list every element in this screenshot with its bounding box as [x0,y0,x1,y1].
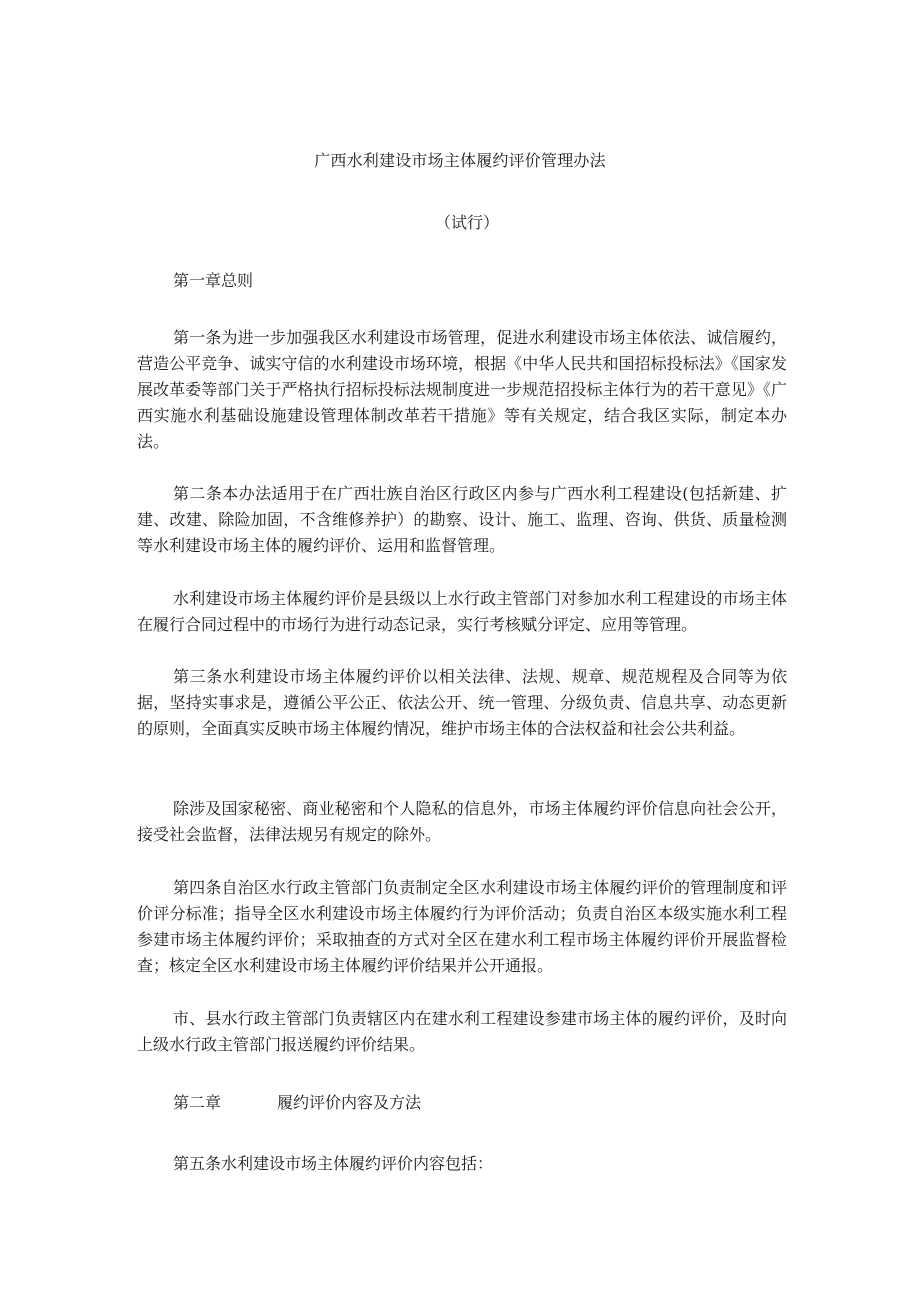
article-4-text: 第四条自治区水行政主管部门负责制定全区水利建设市场主体履约评价的管理制度和评价评分标准；指导全区水利建设市场主体履约行为评价活动；负责自治区本级实施水利工程参建市场主体履约评价；采取抽查的方式对全区在建水利工程市场主体履约评价开展监督检查；核定全区水利建设市场主体履约评价结果并公开通报。 [137,878,787,975]
article-3-text: 第三条水利建设市场主体履约评价以相关法律、法规、规章、规范规程及合同等为依据，坚持实事求是，遵循公平公正、依法公开、统一管理、分级负责、信息共享、动态更新的原则，全面真实反映市场主体履约情况，维护市场主体的合法权益和社会公共利益。 [137,667,787,738]
article-2-supplement [137,586,787,638]
article-2-text: 第二条本办法适用于在广西壮族自治区行政区内参与广西水利工程建设(包括新建、扩建、改建、除险加固，不含维修养护）的勘察、设计、施工、监理、咨询、供货、质量检测等水利建设市场主体的履约评价、运用和监督管理。 [137,484,787,555]
chapter-2-heading [137,1090,787,1116]
document-title: 广西水利建设市场主体履约评价管理办法 [314,151,606,170]
article-4 [137,875,787,979]
article-3 [137,664,787,742]
chapter-heading-2 [137,1090,787,1116]
article-4-supplement-text: 市、县水行政主管部门负责辖区内在建水利工程建设参建市场主体的履约评价，及时向上级水行政主管部门报送履约评价结果。 [137,1009,787,1054]
article-4-supplement [137,1006,787,1058]
article-1 [137,325,787,455]
article-5 [137,1151,787,1177]
article-2-supplement-text: 水利建设市场主体履约评价是县级以上水行政主管部门对参加水利工程建设的市场主体在履行合同过程中的市场行为进行动态记录，实行考核赋分评定、应用等管理。 [137,589,787,634]
article-2 [137,481,787,559]
article-5-text: 第五条水利建设市场主体履约评价内容包括： [173,1154,494,1173]
article-3-supplement-text: 除涉及国家秘密、商业秘密和个人隐私的信息外，市场主体履约评价信息向社会公开，接受社会监督，法律法规另有规定的除外。 [137,799,787,844]
article-1-text: 第一条为进一步加强我区水利建设市场管理，促进水利建设市场主体依法、诚信履约，营造公平竞争、诚实守信的水利建设市场环境，根据《中华人民共和国招标投标法》《国家发展改革委等部门关于严格执行招标投标法规制度进一步规范招投标主体行为的若干意见》《广西实施水利基础设施建设管理体制改革若干措施》等有关规定，结合我区实际，制定本办法。 [137,328,787,451]
chapter-1-title: 第一章总则 [173,271,254,290]
chapter-2-number: 第二章 [173,1093,222,1112]
document-subtitle: （试行） [434,213,499,232]
chapter-heading-1 [137,268,787,294]
chapter-2-title: 履约评价内容及方法 [277,1093,422,1112]
article-3-supplement [137,796,787,848]
